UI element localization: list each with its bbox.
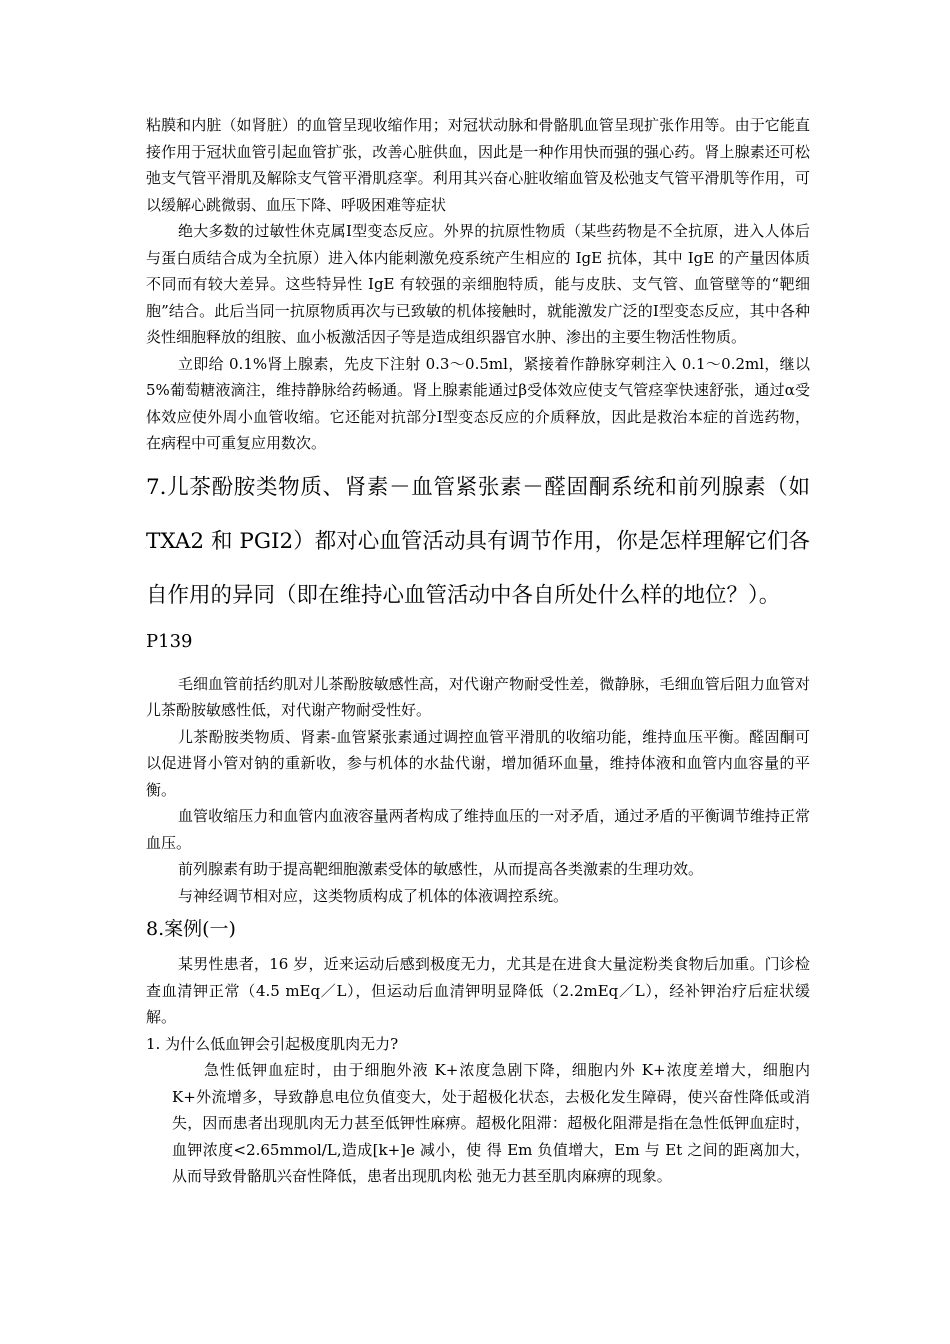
answer-7-paragraph-3: 血管收缩压力和血管内血液容量两者构成了维持血压的一对矛盾，通过矛盾的平衡调节维持正常血压。 (146, 807, 810, 852)
page-reference: P139 (146, 630, 193, 652)
paragraph-anaphylaxis-mechanism: 绝大多数的过敏性休克属Ⅰ型变态反应。外界的抗原性物质（某些药物是不全抗原，进入人体后与蛋白质结合成为全抗原）进入体内能刺激免疫系统产生相应的 IgE 抗体，其中 IgE 的产量因体质不同而有较大差异。这些特异性 IgE 有较强的亲细胞特质，能与皮肤、支气管、血管壁等的“靶细胞”结合。此后当同一抗原物质再次与已致敏的机体接触时，就能激发广泛的Ⅰ型变态反应，其中各种炎性细胞释放的组胺、血小板激活因子等是造成组织器官水肿、渗出的主要生物活性物质。 (146, 222, 810, 346)
case-answer-1: 急性低钾血症时，由于细胞外液 K+浓度急剧下降，细胞内外 K+浓度差增大，细胞内 K+外流增多，导致静息电位负值变大，处于超极化状态，去极化发生障碍，使兴奋性降低或消失，因而患者出现肌肉无力甚至低钾性麻痹。超极化阻滞：超极化阻滞是指在急性低钾血症时，血钾浓度<2.65mmol/L,造成[k+]e 减小，使 得 Em 负值增大，Em 与 Et 之间的距离加大，从而导致骨骼肌兴奋性降低，患者出现肌肉松 弛无力甚至肌肉麻痹的现象。 (172, 1061, 810, 1185)
question-7-heading: 7.儿茶酚胺类物质、肾素－血管紧张素－醛固酮系统和前列腺素（如TXA2 和 PGI2）都对心血管活动具有调节作用，你是怎样理解它们各自作用的异同（即在维持心血管活动中各自所处什么样的地位？）。 (146, 474, 810, 608)
paragraph-treatment: 立即给 0.1%肾上腺素，先皮下注射 0.3～0.5ml，紧接着作静脉穿刺注入 0.1～0.2ml，继以 5%葡萄糖液滴注，维持静脉给药畅通。肾上腺素能通过β受体效应使支气管痉挛快速舒张，通过α受体效应使外周小血管收缩。它还能对抗部分Ⅰ型变态反应的介质释放，因此是救治本症的首选药物，在病程中可重复应用数次。 (146, 354, 810, 452)
document-page (146, 112, 810, 1190)
case-question-1: 1. 为什么低血钾会引起极度肌肉无力? (146, 1034, 399, 1053)
case-8-heading: 8.案例(一) (146, 918, 236, 940)
answer-7-paragraph-2: 儿茶酚胺类物质、肾素-血管紧张素通过调控血管平滑肌的收缩功能，维持血压平衡。醛固酮可以促进肾小管对钠的重新收，参与机体的水盐代谢，增加循环血量，维持体液和血管内血容量的平衡。 (146, 727, 810, 799)
paragraph-adrenaline-effects: 粘膜和内脏（如肾脏）的血管呈现收缩作用；对冠状动脉和骨骼肌血管呈现扩张作用等。由于它能直接作用于冠状血管引起血管扩张，改善心脏供血，因此是一种作用快而强的强心药。肾上腺素还可松弛支气管平滑肌及解除支气管平滑肌痉挛。利用其兴奋心脏收缩血管及松弛支气管平滑肌等作用，可以缓解心跳微弱、血压下降、呼吸困难等症状 (146, 116, 810, 214)
answer-7-paragraph-5: 与神经调节相对应，这类物质构成了机体的体液调控系统。 (178, 886, 569, 905)
answer-7-paragraph-4: 前列腺素有助于提高靶细胞激素受体的敏感性，从而提高各类激素的生理功效。 (178, 860, 704, 878)
case-description: 某男性患者，16 岁，近来运动后感到极度无力，尤其是在进食大量淀粉类食物后加重。门诊检查血清钾正常（4.5 mEq／L），但运动后血清钾明显降低（2.2mEq／L），经补钾治疗后症状缓解。 (146, 955, 810, 1026)
answer-7-paragraph-1: 毛细血管前括约肌对儿茶酚胺敏感性高，对代谢产物耐受性差，微静脉，毛细血管后阻力血管对儿茶酚胺敏感性低，对代谢产物耐受性好。 (146, 674, 810, 719)
